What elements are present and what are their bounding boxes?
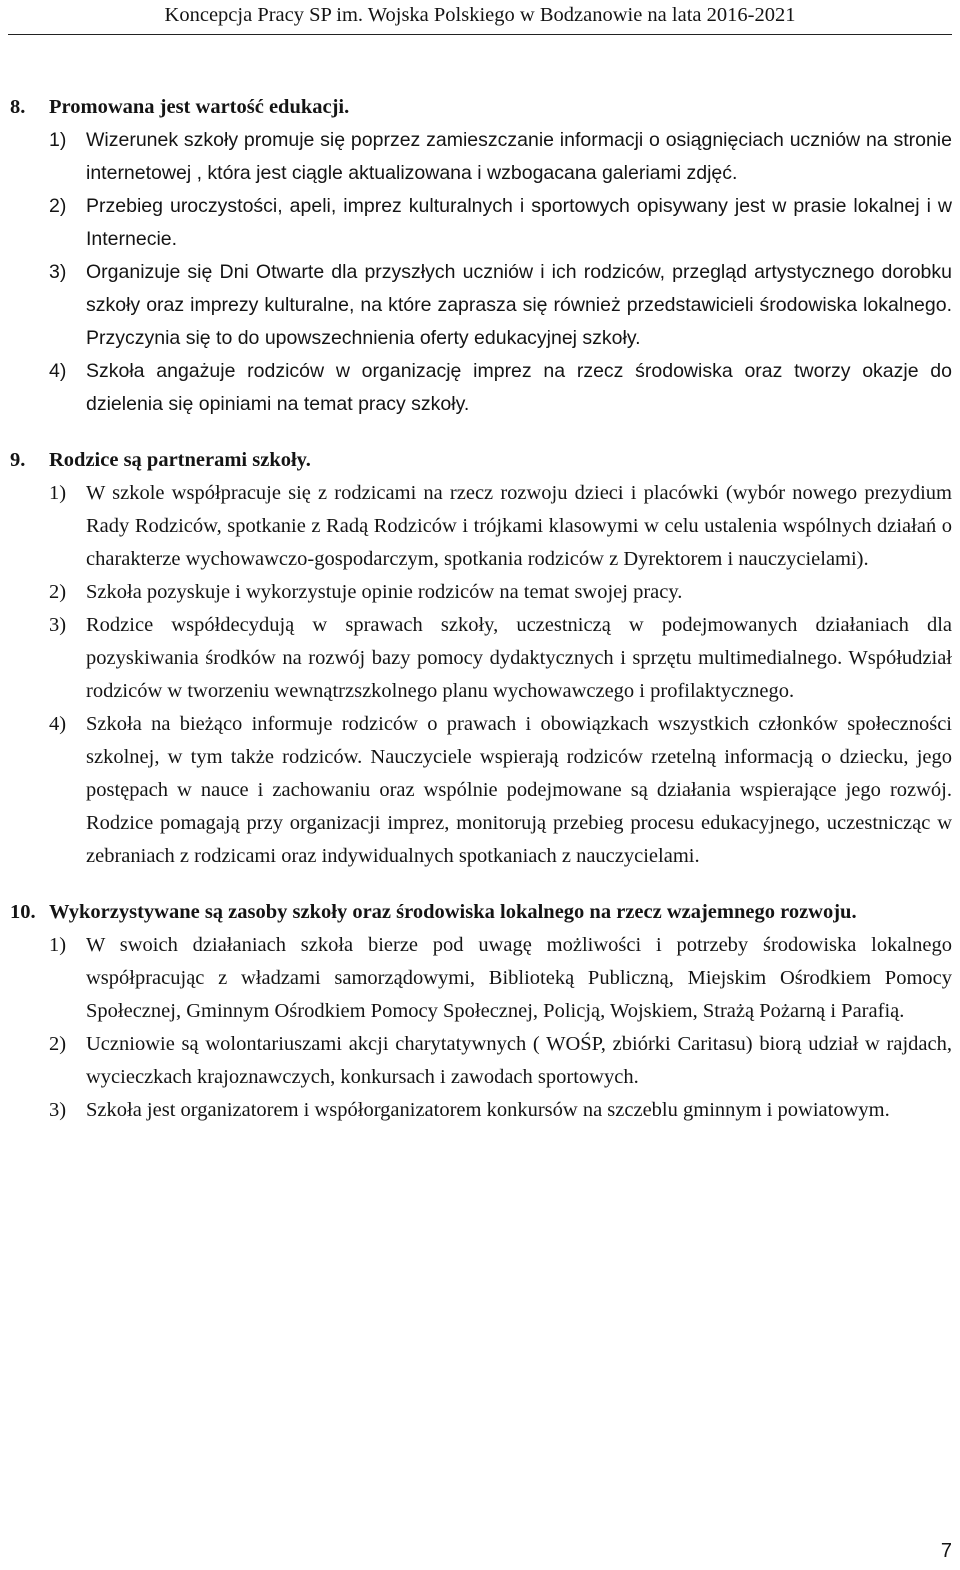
list-item — [49, 124, 952, 190]
page-header — [0, 0, 960, 35]
list-item — [49, 256, 952, 355]
section-heading — [10, 91, 952, 124]
item-number: 1) — [49, 482, 67, 504]
item-text: W szkole współpracuje się z rodzicami na rzecz rozwoju dzieci i placówki (wybór nowego prezydium Rady Rodziców, spotkanie z Radą Rodziców i trójkami klasowymi w celu ustalenia wspólnych działań o charakterze wychowawczo-gospodarczym, spotkania rodziców z Dyrektorem i nauczycielami). — [86, 482, 952, 570]
item-text: W swoich działaniach szkoła bierze pod uwagę możliwości i potrzeby środowiska lokalnego współpracując z władzami samorządowymi, Biblioteką Publiczną, Miejskim Ośrodkiem Pomocy Społecznej, Gminnym Ośrodkiem Pomocy Społecznej, Policją, Wojskiem, Strażą Pożarną i Parafią. — [86, 934, 952, 1022]
item-text: Szkoła na bieżąco informuje rodziców o prawach i obowiązkach wszystkich członków społeczności szkolnej, w tym także rodziców. Nauczyciele wspierają rodziców rzetelną informacją o dziecku, jego postępach w nauce i zachowaniu oraz wspólnie podejmowane są działania wspierające jego rozwój. Rodzice pomagają przy organizacji imprez, monitorują przebieg procesu edukacyjnego, uczestnicząc w zebraniach z rodzicami oraz indywidualnych spotkaniach z nauczycielami. — [86, 713, 952, 867]
item-number: 4) — [49, 360, 67, 382]
section-number: 10. — [10, 901, 36, 923]
section-10 — [10, 896, 952, 1127]
list-item — [49, 1028, 952, 1094]
item-text: Organizuje się Dni Otwarte dla przyszłych uczniów i ich rodziców, przegląd artystycznego dorobku szkoły oraz imprezy kulturalne, na które zaprasza się również przedstawicieli środowiska lokalnego. Przyczynia się to do upowszechnienia oferty edukacyjnej szkoły. — [86, 261, 952, 349]
header-divider — [8, 34, 952, 35]
section-8 — [10, 91, 952, 421]
item-text: Szkoła jest organizatorem i współorganizatorem konkursów na szczeblu gminnym i powiatowym. — [86, 1099, 890, 1121]
section-title: Wykorzystywane są zasoby szkoły oraz środowiska lokalnego na rzecz wzajemnego rozwoju. — [49, 901, 857, 923]
item-number: 2) — [49, 581, 67, 603]
list-item — [49, 1094, 952, 1127]
list-item — [49, 708, 952, 873]
item-text: Rodzice współdecydują w sprawach szkoły, uczestniczą w podejmowanych działaniach dla pozyskiwania środków na rozwój bazy pomocy dydaktycznych i sprzętu multimedialnego. Współudział rodziców w tworzeniu wewnątrzszkolnego planu wychowawczego i profilaktycznego. — [86, 614, 952, 702]
document-body — [10, 91, 952, 1150]
page-number: 7 — [940, 1540, 952, 1562]
item-number: 4) — [49, 713, 67, 735]
document-title: Koncepcja Pracy SP im. Wojska Polskiego w Bodzanowie na lata 2016-2021 — [164, 4, 796, 26]
item-number: 3) — [49, 261, 67, 283]
list-item — [49, 929, 952, 1028]
item-text: Szkoła pozyskuje i wykorzystuje opinie rodziców na temat swojej pracy. — [86, 581, 683, 603]
section-number: 9. — [10, 449, 26, 471]
list-item — [49, 477, 952, 576]
section-heading — [10, 444, 952, 477]
section-title: Promowana jest wartość edukacji. — [49, 96, 350, 118]
section-title: Rodzice są partnerami szkoły. — [49, 449, 311, 471]
item-number: 1) — [49, 129, 67, 151]
section-9 — [10, 444, 952, 873]
list-item — [49, 576, 952, 609]
item-text: Wizerunek szkoły promuje się poprzez zamieszczanie informacji o osiągnięciach uczniów na stronie internetowej , która jest ciągle aktualizowana i wzbogacana galeriami zdjęć. — [86, 129, 952, 184]
item-text: Przebieg uroczystości, apeli, imprez kulturalnych i sportowych opisywany jest w prasie lokalnej i w Internecie. — [86, 195, 952, 250]
item-number: 3) — [49, 1099, 67, 1121]
item-text: Szkoła angażuje rodziców w organizację imprez na rzecz środowiska oraz tworzy okazje do dzielenia się opiniami na temat pracy szkoły. — [86, 360, 952, 415]
item-number: 1) — [49, 934, 67, 956]
list-item — [49, 190, 952, 256]
item-number: 3) — [49, 614, 67, 636]
item-number: 2) — [49, 1033, 67, 1055]
list-item — [49, 355, 952, 421]
item-number: 2) — [49, 195, 67, 217]
section-heading — [10, 896, 952, 929]
list-item — [49, 609, 952, 708]
item-text: Uczniowie są wolontariuszami akcji charytatywnych ( WOŚP, zbiórki Caritasu) biorą udział w rajdach, wycieczkach krajoznawczych, konkursach i zawodach sportowych. — [86, 1033, 952, 1088]
section-number: 8. — [10, 96, 26, 118]
